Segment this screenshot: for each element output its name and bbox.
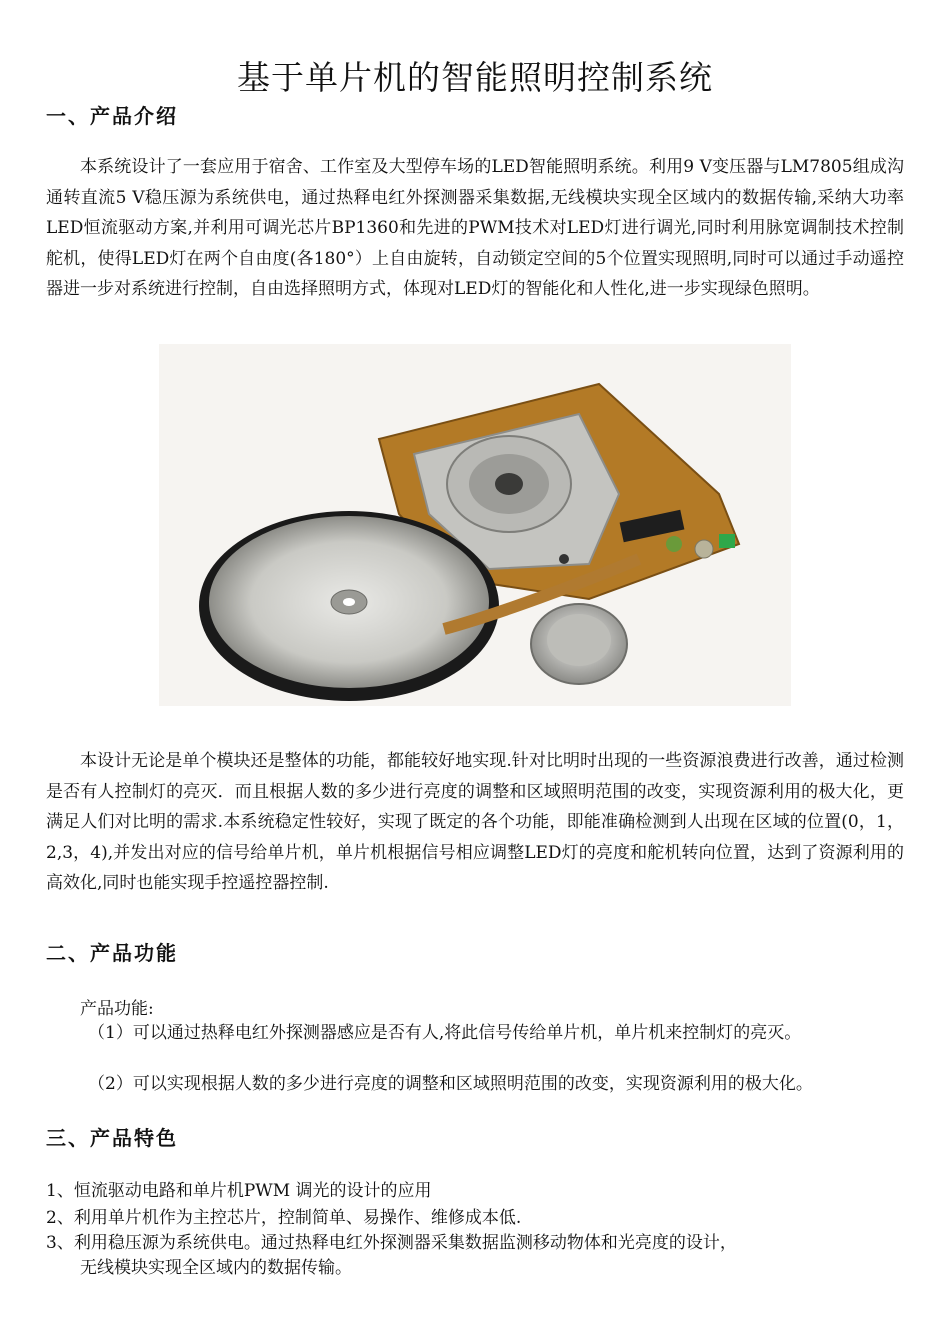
intro-paragraph: 本系统设计了一套应用于宿舍、工作室及大型停车场的LED智能照明系统。利用9 V变压器与LM7805组成沟通转直流5 V稳压源为系统供电，通过热释电红外探测器采集数据,无线模块实现全区域内的数据传输,采纳大功率LED恒流驱动方案,并利用可调光芯片BP1360和先进的PWM技术对LED灯进行调光,同时利用脉宽调制技术控制舵机，使得LED灯在两个自由度(各180°）上自由旋转，自动锁定空间的5个位置实现照明,同时可以通过手动遥控器进一步对系统进行控制，自由选择照明方式，体现对LED灯的智能化和人性化,进一步实现绿色照明。 (46, 157, 904, 299)
product-photo (159, 344, 791, 706)
section-heading-intro: 一、产品介绍 (46, 104, 178, 128)
design-summary-paragraph: 本设计无论是单个模块还是整体的功能，都能较好地实现.针对比明时出现的一些资源浪费进行改善，通过检测是否有人控制灯的亮灭．而且根据人数的多少进行亮度的调整和区域照明范围的改变，实现资源利用的极大化，更满足人们对比明的需求.本系统稳定性较好，实现了既定的各个功能，即能准确检测到人出现在区域的位置(0，1，2,3，4),并发出对应的信号给单片机，单片机根据信号相应调整LED灯的亮度和舵机转向位置，达到了资源利用的高效化,同时也能实现手控遥控器控制. (46, 751, 904, 893)
function-item-1: （1）可以通过热释电红外探测器感应是否有人,将此信号传给单片机，单片机来控制灯的亮灭。 (88, 1023, 802, 1043)
circuit-board-illustration (159, 344, 791, 706)
feature-item-3-line-2: 无线模块实现全区域内的数据传输。 (80, 1258, 352, 1278)
section-heading-features: 三、产品特色 (46, 1126, 178, 1150)
function-item-2: （2）可以实现根据人数的多少进行亮度的调整和区域照明范围的改变，实现资源利用的极大化。 (88, 1074, 813, 1094)
feature-item-2: 2、利用单片机作为主控芯片，控制简单、易操作、维修成本低. (46, 1208, 522, 1228)
feature-item-1: 1、恒流驱动电路和单片机PWM 调光的设计的应用 (46, 1181, 432, 1201)
functions-label: 产品功能: (80, 999, 154, 1019)
section-heading-functions: 二、产品功能 (46, 941, 178, 965)
document-title: 基于单片机的智能照明控制系统 (237, 58, 713, 97)
feature-item-3-line-1: 3、利用稳压源为系统供电。通过热释电红外探测器采集数据监测移动物体和光亮度的设计， (46, 1233, 737, 1253)
